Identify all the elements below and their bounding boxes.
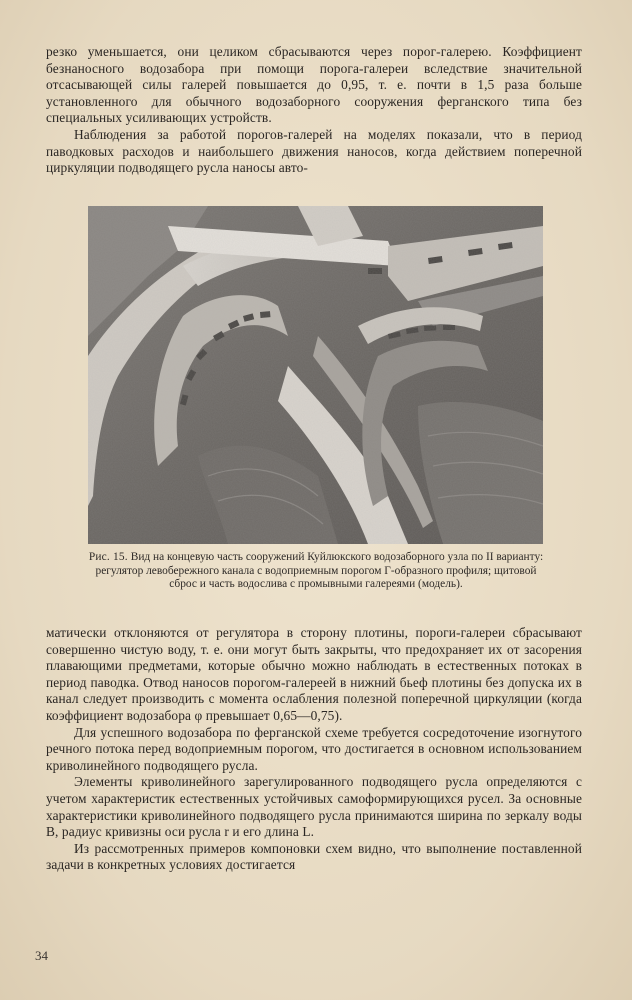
figure-photo bbox=[88, 206, 543, 544]
page-number: 34 bbox=[35, 948, 48, 963]
paragraph: Элементы криволинейного зарегулированного подводящего русла определяются с учетом характеристик естественных устойчивых самоформирующихся русел. За основные характеристики криволинейного подводящего русла принимаются ширина по зеркалу воды B, радиус кривизны оси русла r и его длина L. bbox=[46, 774, 582, 840]
text-block-bottom bbox=[46, 625, 582, 874]
figure-caption-text: Вид на концевую часть сооружений Куйлюкского водозаборного узла по II варианту: регулятор левобережного канала с водоприемным порогом Г-образного профиля; щитовой сброс и часть водослива с промывными галереями (модель). bbox=[95, 551, 544, 591]
paragraph: Из рассмотренных примеров компоновки схем видно, что выполнение поставленной задачи в конкретных условиях достигается bbox=[46, 840, 582, 873]
paragraph: резко уменьшается, они целиком сбрасываются через порог-галерею. Коэффициент безнаносного водозабора при помощи порога-галереи вследствие значительной отсасывающей силы галерей повышается до 0,95, т. е. почти в 1,5 раза больше установленного для обычного водозаборного сооружения ферганского типа без специальных усиливающих устройств. bbox=[46, 44, 582, 126]
photo-model-view bbox=[88, 206, 543, 544]
paragraph: Наблюдения за работой порогов-галерей на моделях показали, что в период паводковых расходов и наибольшего движения наносов, когда действием поперечной циркуляции подводящего русла наносы авто- bbox=[46, 126, 582, 176]
text-block-top bbox=[46, 44, 582, 177]
figure-label: Рис. 15. bbox=[88, 551, 128, 563]
figure-caption bbox=[82, 551, 550, 592]
paragraph: Для успешного водозабора по ферганской схеме требуется сосредоточение изогнутого речного потока перед водоприемным порогом, что достигается в основном использованием криволинейного подводящего русла. bbox=[46, 724, 582, 773]
paragraph: матически отклоняются от регулятора в сторону плотины, пороги-галереи сбрасывают совершенно чистую воду, т. е. они могут быть закрыты, что предохраняет их от засорения плавающими предметами, которые обычно можно наблюдать в естественных потоках в период паводка. Отвод наносов порогом-галереей в нижний бьеф плотины без допуска их в канал следует производить с момента ослабления полезной поперечной циркуляции (когда коэффициент водозабора φ превышает 0,65—0,75). bbox=[46, 625, 582, 723]
